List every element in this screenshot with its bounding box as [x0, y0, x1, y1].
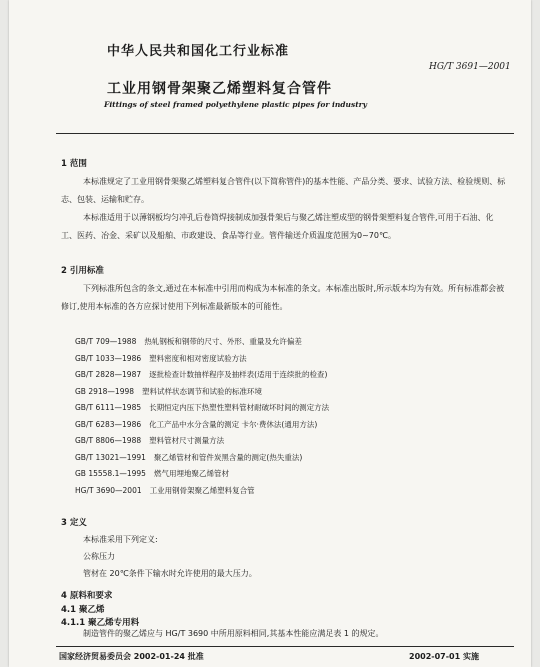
reference-code: GB/T 709—1988: [75, 337, 137, 346]
reference-list: [75, 334, 329, 499]
section-1-paragraph-1: 本标准规定了工业用钢骨架聚乙烯塑料复合管件(以下简称管件)的基本性能、产品分类、要求、试验方法、检验规则、标志、包装、运输和贮存。: [61, 177, 506, 204]
section-3-heading: 3 定义: [61, 518, 87, 528]
reference-item: [75, 417, 329, 434]
document-code: HG/T 3691—2001: [429, 62, 511, 72]
reference-title: 塑料试样状态调节和试验的标准环境: [142, 386, 263, 396]
document-title: 工业用钢骨架聚乙烯塑料复合管件: [107, 81, 332, 97]
header-divider: [56, 133, 514, 134]
subsection-4-1-1-heading: 4.1.1 聚乙烯专用料: [61, 618, 140, 628]
approval-date: 国家经济贸易委员会 2002-01-24 批准: [59, 652, 204, 661]
definition-term: 公称压力: [83, 552, 115, 561]
subsection-4-1-heading: 4.1 聚乙烯: [61, 605, 105, 615]
reference-item: [75, 384, 329, 401]
reference-title: 燃气用埋地聚乙烯管材: [153, 469, 229, 478]
reference-code: GB 15558.1—1995: [75, 469, 146, 478]
reference-title: 逐批检查计数抽样程序及抽样表(适用于连续批的检查): [149, 370, 328, 379]
reference-title: 工业用钢骨架聚乙烯塑料复合管: [149, 485, 255, 495]
reference-title: 化工产品中水分含量的测定 卡尔·费休法(通用方法): [149, 419, 318, 429]
reference-code: HG/T 3690—2001: [75, 485, 142, 495]
section-4-paragraph-1: 制造管件的聚乙烯应与 HG/T 3690 中所用原料相同,其基本性能应满足表 1 的规定。: [83, 629, 384, 638]
reference-code: GB/T 6111—1985: [75, 403, 142, 412]
reference-code: GB/T 2828—1987: [75, 370, 142, 379]
section-2-paragraph-1: 下列标准所包含的条文,通过在本标准中引用而构成为本标准的条文。本标准出版时,所示版本均为有效。所有标准都会被修订,使用本标准的各方应探讨使用下列标准最新版本的可能性。: [61, 284, 505, 311]
section-4-heading: 4 原料和要求: [61, 591, 113, 601]
reference-title: 热轧钢板和钢带的尺寸、外形、重量及允许偏差: [144, 337, 302, 346]
reference-title: 塑料管材尺寸测量方法: [149, 436, 225, 445]
reference-code: GB 2918—1998: [75, 386, 135, 396]
definition-text: 管材在 20℃条件下输水时允许使用的最大压力。: [83, 569, 257, 578]
standard-type: 中华人民共和国化工行业标准: [107, 44, 290, 59]
reference-title: 长期恒定内压下热塑性塑料管材耐破坏时间的测定方法: [149, 403, 330, 412]
reference-item: [75, 450, 329, 467]
reference-item: [75, 466, 329, 483]
reference-item: [75, 433, 329, 450]
reference-item: [75, 367, 329, 384]
reference-code: GB/T 6283—1986: [75, 419, 142, 429]
section-1-heading: 1 范围: [61, 159, 87, 169]
effective-date: 2002-07-01 实施: [409, 652, 479, 661]
reference-item: [75, 400, 329, 417]
reference-code: GB/T 1033—1986: [75, 353, 142, 363]
reference-item: [75, 483, 329, 500]
footer-divider: [56, 646, 514, 647]
reference-code: GB/T 8806—1988: [75, 436, 142, 445]
reference-item: [75, 334, 329, 351]
section-2-heading: 2 引用标准: [61, 266, 104, 276]
section-1-paragraph-2: 本标准适用于以薄钢板均匀冲孔后卷筒焊接制成加强骨架后与聚乙烯注塑成型的钢骨架塑料复合管件,可用于石油、化工、医药、冶金、采矿以及船舶、市政建设、食品等行业。管件输送介质温度范围为0~70℃。: [61, 213, 494, 240]
document-page: [9, 0, 531, 667]
reference-title: 塑料密度和相对密度试验方法: [149, 353, 247, 363]
document-title-english: Fittings of steel framed polyethylene plastic pipes for industry: [104, 100, 367, 109]
reference-title: 聚乙烯管材和管件炭黑含量的测定(热失重法): [153, 452, 303, 462]
definition-intro: 本标准采用下列定义:: [83, 535, 158, 544]
reference-code: GB/T 13021—1991: [75, 452, 146, 462]
reference-item: [75, 351, 329, 368]
